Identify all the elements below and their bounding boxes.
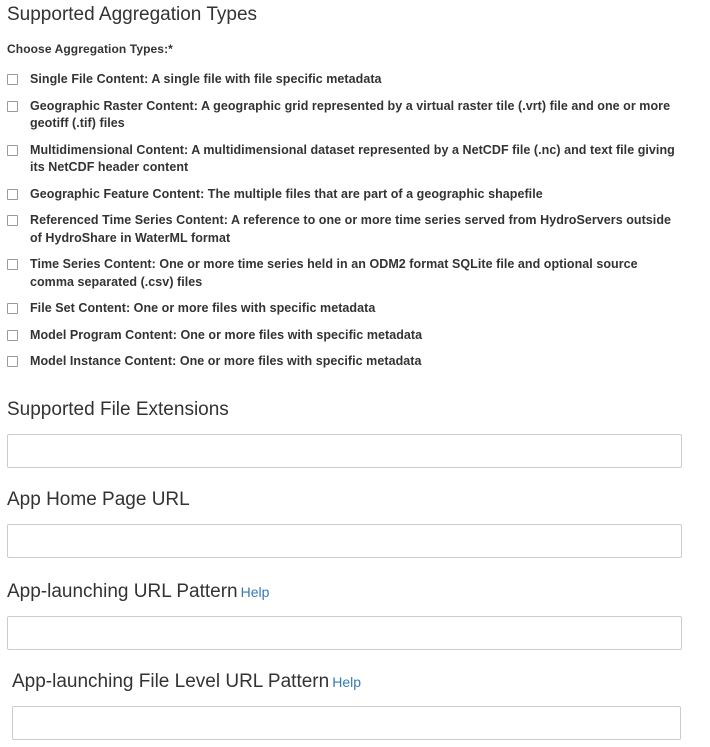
app-launching-url-pattern-help-link[interactable]: Help <box>240 584 270 600</box>
checkbox-geographic-feature-content[interactable] <box>7 189 18 200</box>
supported-file-extensions-section <box>7 399 682 468</box>
app-home-page-url-section <box>7 489 682 558</box>
supported-aggregation-types-section <box>7 4 697 371</box>
checkbox-label[interactable]: Time Series Content: One or more time series held in an ODM2 format SQLite file and optional source comma separated (.csv) files <box>30 257 638 289</box>
list-item <box>7 353 697 371</box>
list-item <box>7 256 697 291</box>
checkbox-label[interactable]: Multidimensional Content: A multidimensional dataset represented by a NetCDF file (.nc) and text file giving its NetCDF header content <box>30 142 675 174</box>
choose-aggregation-types-label: Choose Aggregation Types:* <box>7 42 173 56</box>
list-item <box>7 71 697 89</box>
app-launching-file-level-url-pattern-help-link[interactable]: Help <box>332 674 361 690</box>
checkbox-model-instance-content[interactable] <box>7 356 18 367</box>
list-item <box>7 327 697 345</box>
checkbox-label[interactable]: Single File Content: A single file with file specific metadata <box>30 72 382 86</box>
app-launching-file-level-url-pattern-section <box>12 671 687 740</box>
checkbox-label[interactable]: Referenced Time Series Content: A reference to one or more time series served from HydroServers outside of HydroShare in WaterML format <box>30 213 672 245</box>
checkbox-single-file-content[interactable] <box>7 74 18 85</box>
app-launching-url-pattern-heading <box>7 581 682 603</box>
checkbox-time-series-content[interactable] <box>7 259 18 270</box>
supported-file-extensions-input[interactable] <box>7 434 682 468</box>
aggregation-types-checkbox-list <box>7 71 697 371</box>
app-launching-url-pattern-heading-text: App-launching URL Pattern <box>7 581 238 602</box>
checkbox-file-set-content[interactable] <box>7 303 18 314</box>
supported-file-extensions-heading: Supported File Extensions <box>7 399 229 420</box>
app-home-page-url-heading: App Home Page URL <box>7 489 190 510</box>
page-title: Supported Aggregation Types <box>7 4 258 25</box>
checkbox-label[interactable]: Geographic Raster Content: A geographic grid represented by a virtual raster tile (.vrt) file and one or more geotiff (.tif) files <box>30 98 671 130</box>
list-item <box>7 186 697 204</box>
app-launching-file-level-url-pattern-heading <box>12 671 687 693</box>
checkbox-referenced-time-series-content[interactable] <box>7 215 18 226</box>
checkbox-label[interactable]: Model Program Content: One or more files with specific metadata <box>30 327 423 342</box>
app-launching-file-level-url-pattern-input[interactable] <box>12 706 681 740</box>
checkbox-label[interactable]: Model Instance Content: One or more files with specific metadata <box>30 354 422 368</box>
checkbox-label[interactable]: Geographic Feature Content: The multiple files that are part of a geographic shapefile <box>30 186 543 201</box>
checkbox-multidimensional-content[interactable] <box>7 145 18 156</box>
app-launching-url-pattern-section <box>7 581 682 650</box>
list-item <box>7 212 697 247</box>
checkbox-label[interactable]: File Set Content: One or more files with specific metadata <box>30 301 376 315</box>
list-item <box>7 300 697 318</box>
checkbox-model-program-content[interactable] <box>7 330 18 341</box>
app-launching-file-level-url-pattern-heading-text: App-launching File Level URL Pattern <box>12 671 330 692</box>
list-item <box>7 142 697 177</box>
list-item <box>7 98 697 133</box>
app-launching-url-pattern-input[interactable] <box>7 616 682 650</box>
app-home-page-url-input[interactable] <box>7 524 682 558</box>
checkbox-geographic-raster-content[interactable] <box>7 101 18 112</box>
